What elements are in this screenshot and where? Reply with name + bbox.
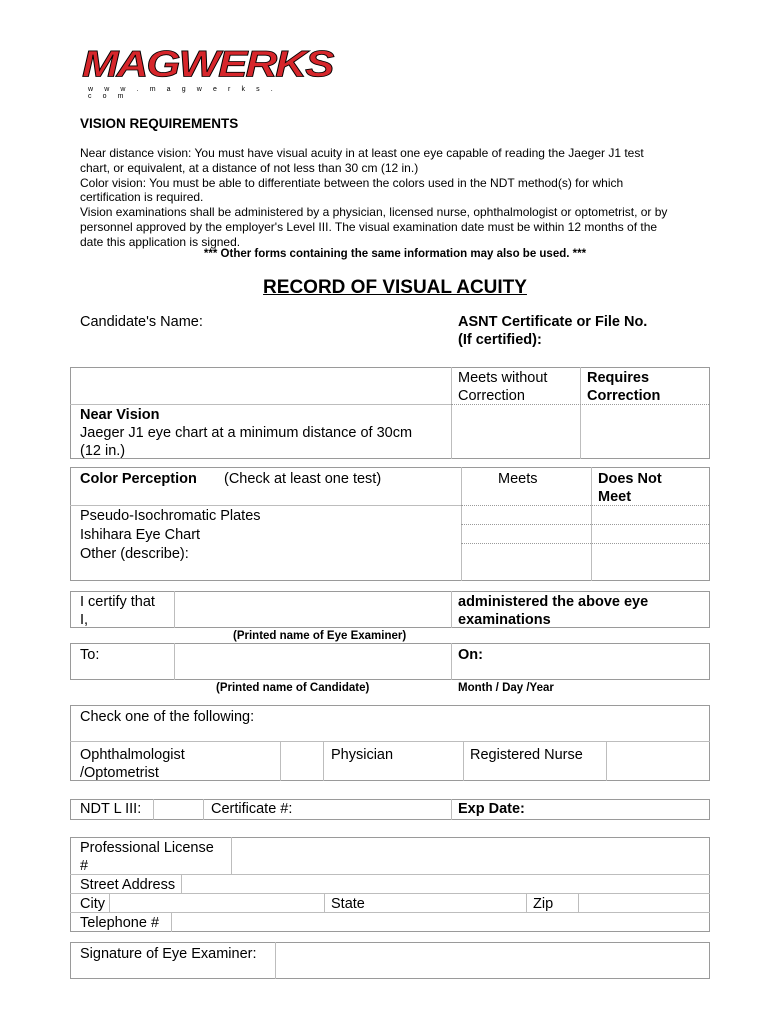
state-label: State: [331, 896, 365, 912]
column-divider: [323, 741, 324, 781]
color-perception-instruction: (Check at least one test): [224, 471, 382, 487]
req-line: Color vision: You must be able to differentiate between the colors used in the NDT method(s) for which: [80, 175, 624, 190]
vision-requirements-heading: VISION REQUIREMENTS: [80, 116, 239, 131]
city-field[interactable]: [110, 894, 324, 912]
color-not-meet-cells[interactable]: [592, 506, 709, 580]
signature-field[interactable]: [276, 943, 709, 978]
logo-wordmark: MAGWERKS: [82, 43, 333, 86]
near-vision-heading: Near Vision: [80, 407, 160, 423]
ndt-level-label: NDT L III:: [80, 801, 142, 817]
near-vision-meets-cell[interactable]: [452, 405, 580, 458]
color-meets-cells[interactable]: [462, 506, 590, 580]
does-not-meet-header: Does Not Meet: [598, 471, 662, 505]
zip-field[interactable]: [579, 894, 709, 912]
meets-header: Meets: [498, 471, 538, 487]
test-pseudo-isochromatic: Pseudo-Isochromatic Plates: [80, 508, 261, 524]
check-one-heading: Check one of the following:: [80, 709, 255, 725]
form-title: RECORD OF VISUAL ACUITY: [263, 277, 527, 298]
req-line: Vision examinations shall be administered by a physician, licensed nurse, ophthalmologist or optometrist, or by: [80, 205, 668, 220]
exp-date-label: Exp Date:: [458, 801, 525, 817]
column-divider: [203, 799, 204, 820]
option-physician-label: Physician: [331, 747, 394, 763]
registered-nurse-checkbox[interactable]: [607, 742, 709, 780]
color-perception-heading: Color Perception: [80, 471, 197, 487]
professional-license-field[interactable]: [232, 838, 709, 874]
vision-requirements-text: [80, 146, 720, 250]
column-divider: [451, 643, 452, 680]
candidate-caption: (Printed name of Candidate): [216, 682, 370, 694]
near-vision-description: Near Vision Jaeger J1 eye chart at a minimum distance of 30cm (12 in.): [80, 407, 413, 459]
certify-label: I certify that I,: [80, 594, 155, 628]
date-field[interactable]: [490, 644, 709, 679]
option-registered-nurse-label: Registered Nurse: [470, 747, 583, 763]
certificate-number-label: Certificate #:: [211, 801, 293, 817]
req-line: date this application is signed.: [80, 234, 241, 249]
test-other: Other (describe):: [80, 546, 189, 562]
ophthalmologist-checkbox[interactable]: [281, 742, 323, 780]
meets-without-correction-header: Meets without Correction: [458, 370, 548, 404]
date-caption: Month / Day /Year: [458, 682, 554, 694]
requires-correction-header: Requires Correction: [587, 370, 661, 404]
eye-examiner-name-field[interactable]: [175, 592, 451, 627]
to-label: To:: [80, 647, 100, 663]
test-ishihara: Ishihara Eye Chart: [80, 527, 201, 543]
street-address-field[interactable]: [182, 875, 709, 893]
column-divider: [451, 799, 452, 820]
option-ophthalmologist-label: Ophthalmologist /Optometrist: [80, 747, 185, 781]
city-label: City: [80, 896, 105, 912]
candidate-name-label: Candidate's Name:: [80, 314, 203, 330]
req-line: certification is required.: [80, 190, 204, 205]
near-vision-requires-cell[interactable]: [581, 405, 709, 458]
certificate-number-field[interactable]: [300, 800, 451, 819]
color-tests-list: [80, 507, 261, 564]
zip-label: Zip: [533, 896, 554, 912]
telephone-field[interactable]: [172, 913, 709, 931]
candidate-name-field[interactable]: [175, 644, 451, 679]
column-divider: [324, 893, 325, 912]
req-line: chart, or equivalent, at a distance of not less than 30 cm (12 in.): [80, 160, 419, 175]
ndt-level-field[interactable]: [154, 800, 203, 819]
street-address-label: Street Address: [80, 877, 176, 893]
other-forms-note: *** Other forms containing the same information may also be used. ***: [203, 248, 587, 260]
exp-date-field[interactable]: [535, 800, 709, 819]
professional-license-label: Professional License #: [80, 840, 214, 874]
req-line: Near distance vision: You must have visual acuity in at least one eye capable of reading the Jaeger J1 test: [80, 146, 644, 160]
state-field[interactable]: [380, 894, 526, 912]
physician-checkbox[interactable]: [464, 742, 466, 780]
logo-url: w w w . m a g w e r k s . c o m: [88, 86, 278, 100]
telephone-label: Telephone #: [80, 915, 160, 931]
req-line: personnel approved by the employer's Level III. The visual examination date must be within 12 months of the: [80, 219, 658, 234]
asnt-label: ASNT Certificate or File No. (If certified):: [458, 314, 648, 348]
column-divider: [451, 591, 452, 628]
signature-label: Signature of Eye Examiner:: [80, 946, 257, 962]
row-divider: [70, 505, 461, 506]
on-label: On:: [458, 647, 483, 663]
column-divider: [526, 893, 527, 912]
magwerks-logo: [82, 43, 333, 100]
administered-text: administered the above eye examinations: [458, 594, 649, 628]
eye-examiner-caption: (Printed name of Eye Examiner): [233, 630, 407, 642]
row-divider: [70, 404, 451, 405]
